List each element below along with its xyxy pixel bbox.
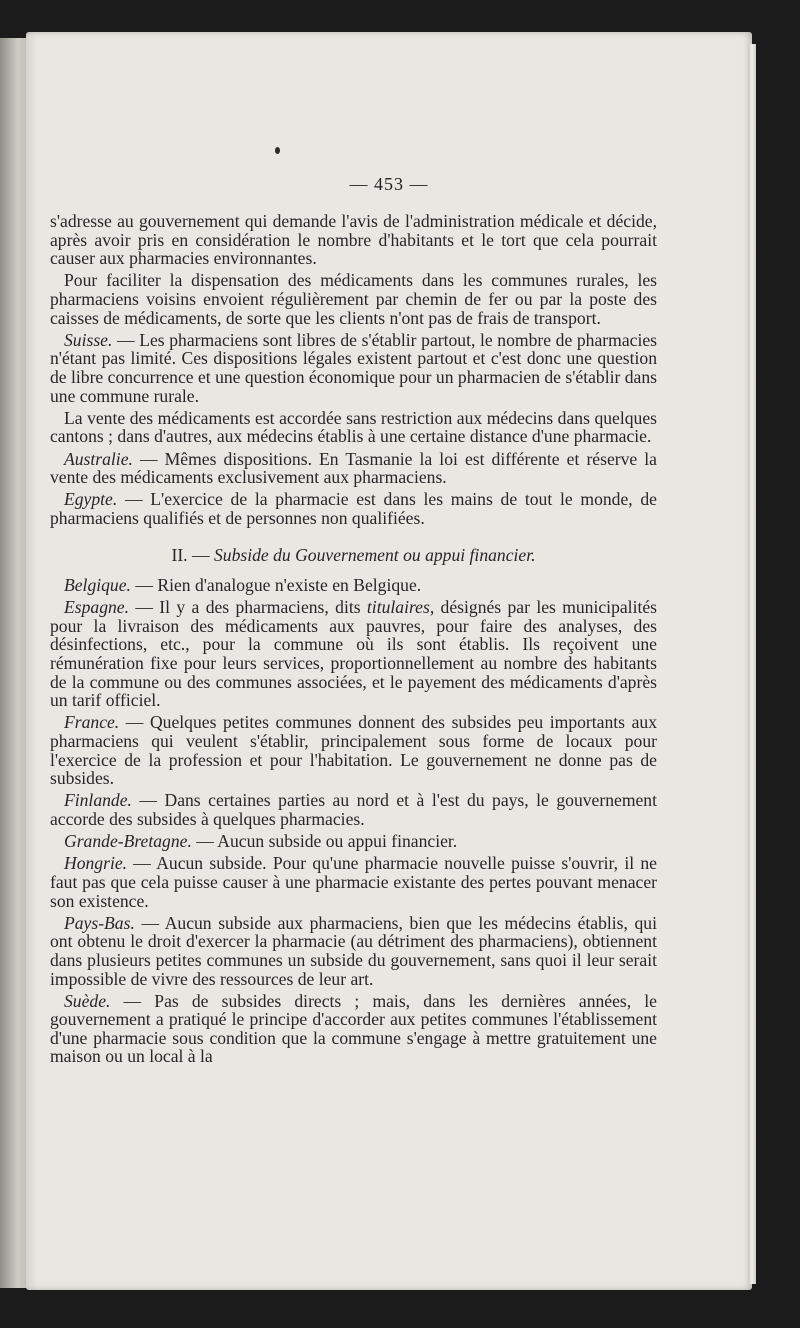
paragraph-text: — Aucun subside ou appui financier. <box>191 831 458 852</box>
section-number: II. — <box>171 545 214 566</box>
paragraph-text: — Aucun subside. Pour qu'une pharmacie nouvelle puisse s'ouvrir, il ne faut pas que cela puisse causer à une pharmacie existante des pertes pouvant menacer son existence. <box>50 853 657 911</box>
paragraph-grande-bretagne <box>50 832 657 851</box>
paragraph-belgique <box>50 576 657 595</box>
country-label: Grande-Bretagne. <box>64 831 192 852</box>
paragraph-text: — L'exercice de la pharmacie est dans les mains de tout le monde, de pharmaciens qualifiés et de personnes non qualifiées. <box>50 489 657 528</box>
country-label: France. <box>64 712 120 733</box>
paragraph-text: — Les pharmaciens sont libres de s'établir partout, le nombre de pharmacies n'étant pas limité. Ces dispositions légales existent partout et c'est donc une question de libre concurrence et une question économique pour un pharmacien de s'établir dans une commune rurale. <box>50 329 657 406</box>
book-page <box>26 32 752 1290</box>
paragraph-egypte <box>50 490 657 527</box>
paragraph-text: , désignés par les municipalités pour la livraison des médicaments aux pauvres, pour faire des analyses, des désinfections, etc., pour la commune où ils sont établis. Ils reçoivent une rémunération fixe pour leurs services, proportionnellement au nombre des habitants de la commune ou des communes associées, et le payement des médicaments d'après un tarif officiel. <box>50 597 657 711</box>
paragraph-france <box>50 713 657 787</box>
paragraph-text: La vente des médicaments est accordée sans restriction aux médecins dans quelques cantons ; dans d'autres, aux médecins établis à une certaine distance d'une pharmacie. <box>50 407 657 447</box>
country-label: Belgique. <box>64 575 131 596</box>
paragraph-text: — Aucun subside aux pharmaciens, bien que les médecins établis, qui ont obtenu le droit d'exercer la pharmacie (au détriment des pharmaciens), obtiennent dans plusieurs petites communes un subside du gouvernement, sans quoi il leur serait impossible de vivre des ressources de leur art. <box>50 912 657 989</box>
page-stack-edge <box>748 44 756 1284</box>
paragraph-text: — Quelques petites communes donnent des subsides peu importants aux pharmaciens qui veulent s'établir, principalement sous forme de locaux pour l'exercice de la profession et pour l'habitation. Le gouvernement ne donne pas de subsides. <box>50 712 657 789</box>
paragraph <box>50 409 657 446</box>
page-body <box>50 212 657 1070</box>
paragraph-espagne <box>50 598 657 710</box>
paragraph-text: — Mêmes dispositions. En Tasmanie la loi est différente et réserve la vente des médicaments exclusivement aux pharmaciens. <box>50 448 657 488</box>
country-label: Suède. <box>64 990 111 1011</box>
paragraph-australie <box>50 450 657 487</box>
country-label: Australie. <box>64 448 133 469</box>
paragraph-suede <box>50 992 657 1066</box>
paragraph-text: — Pas de subsides directs ; mais, dans les dernières années, le gouvernement a pratiqué le principe d'accorder aux petites communes l'établissement d'une pharmacie sous condition que la commune s'engage à mettre gratuitement une maison ou un local à la <box>50 990 657 1067</box>
country-label: Hongrie. <box>64 853 128 874</box>
paragraph <box>50 271 657 327</box>
emphasis-text: titulaires <box>366 597 430 618</box>
country-label: Espagne. <box>64 597 129 618</box>
paragraph-text: — Rien d'analogue n'existe en Belgique. <box>130 575 422 596</box>
paragraph-hongrie <box>50 854 657 910</box>
paragraph-suisse <box>50 331 657 405</box>
paragraph-text: Pour faciliter la dispensation des médicaments dans les communes rurales, les pharmaciens voisins envoient régulièrement par chemin de fer ou par la poste des caisses de médicaments, de sorte que les clients n'ont pas de frais de transport. <box>50 270 657 328</box>
section-title: Subside du Gouvernement ou appui financier. <box>213 545 536 566</box>
paragraph <box>50 212 657 268</box>
paragraph-text: s'adresse au gouvernement qui demande l'avis de l'administration médicale et décide, après avoir pris en considération le nombre d'habitants et le tort que cela pourrait causer aux pharmacies environnantes. <box>50 211 657 269</box>
country-label: Pays-Bas. <box>64 912 135 933</box>
paragraph-pays-bas <box>50 914 657 988</box>
country-label: Finlande. <box>64 790 132 811</box>
country-label: Egypte. <box>64 489 118 510</box>
country-label: Suisse. <box>64 329 113 350</box>
paragraph-text: — Il y a des pharmaciens, dits <box>129 597 367 618</box>
paragraph-text: — Dans certaines parties au nord et à l'est du pays, le gouvernement accorde des subsides à quelques pharmacies. <box>50 790 657 829</box>
paragraph-finlande <box>50 791 657 828</box>
page-number: — 453 — <box>349 174 429 194</box>
section-heading <box>50 546 657 565</box>
ink-dot <box>275 147 280 154</box>
